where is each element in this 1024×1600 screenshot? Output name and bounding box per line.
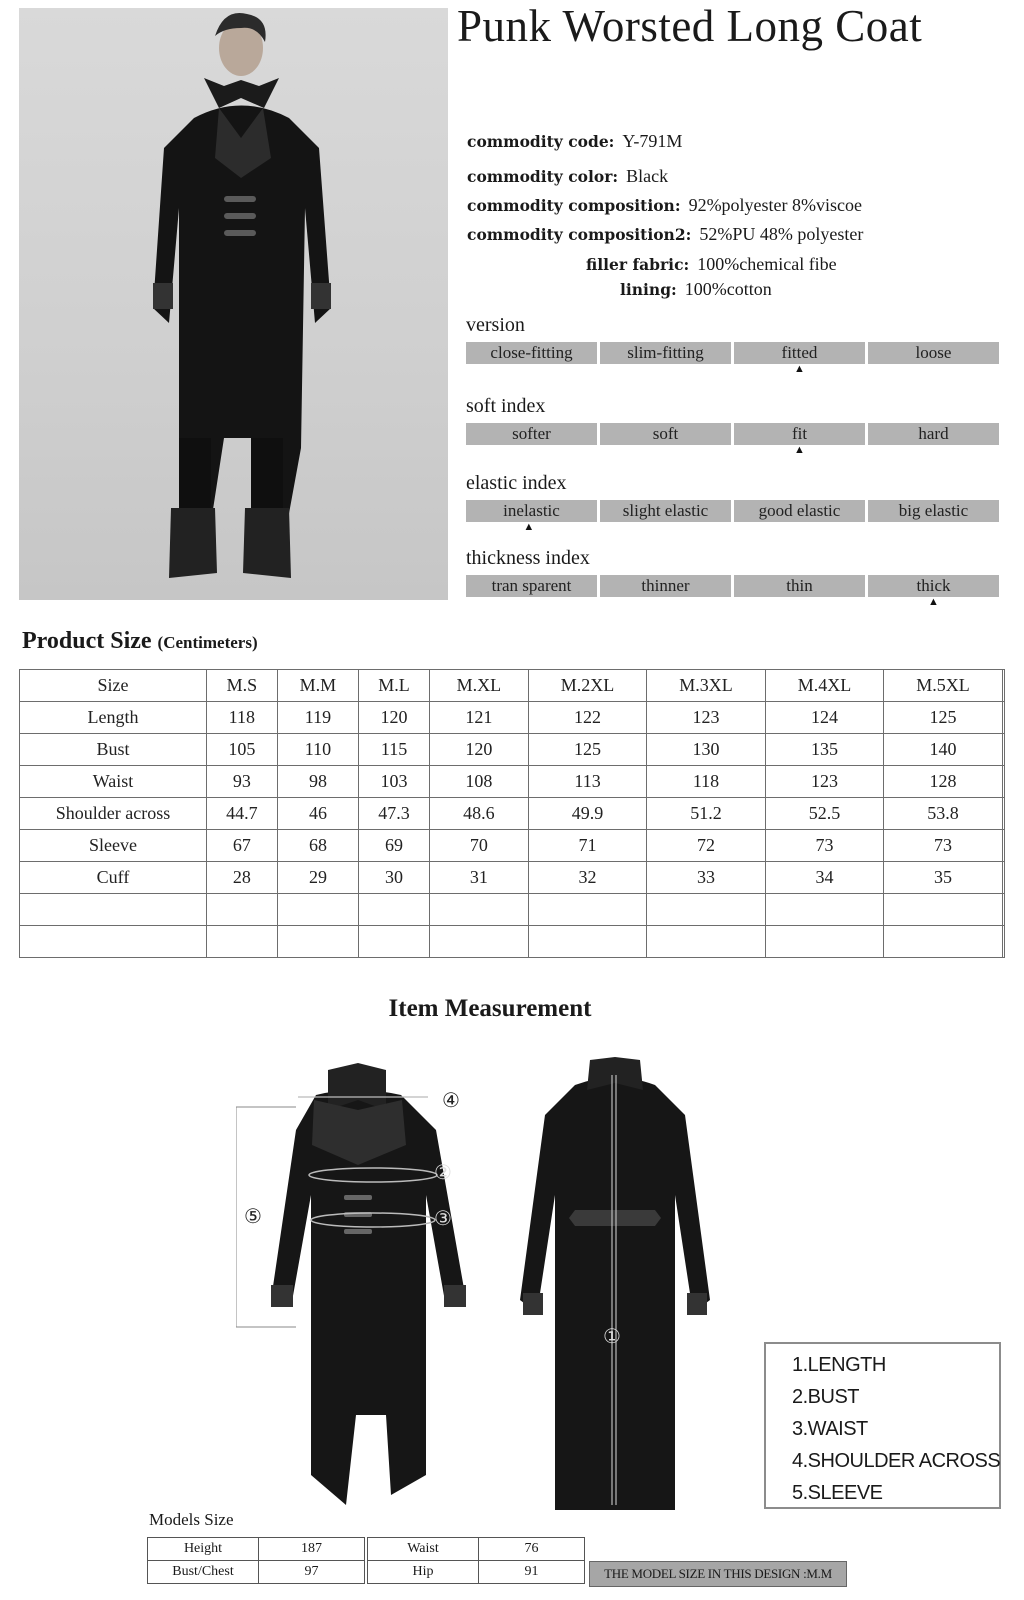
marker-3: ③	[434, 1206, 452, 1230]
size-row-label: Waist	[20, 766, 207, 798]
spec-label: commodity composition2:	[467, 225, 692, 244]
size-cell: 47.3	[359, 798, 430, 830]
size-cell	[429, 894, 528, 926]
measurement-legend	[764, 1342, 1001, 1509]
coat-back-diagram	[495, 1055, 735, 1515]
size-cell: 32	[528, 862, 646, 894]
scale-option: tran sparent	[466, 575, 597, 597]
scale-option: loose	[868, 342, 999, 364]
size-cell	[277, 894, 359, 926]
size-cell: 128	[884, 766, 1002, 798]
size-cell: 70	[429, 830, 528, 862]
marker-1: ①	[603, 1324, 621, 1348]
size-cell	[1002, 862, 1004, 894]
size-row	[20, 894, 1005, 926]
scale-option: thinner	[600, 575, 731, 597]
size-header-cell: M.2XL	[528, 670, 646, 702]
scale-option: soft	[600, 423, 731, 445]
size-row	[20, 766, 1005, 798]
size-cell: 49.9	[528, 798, 646, 830]
scale-option: softer	[466, 423, 597, 445]
spec-label: lining:	[620, 280, 677, 299]
size-table	[19, 669, 1005, 958]
size-header-cell: M.5XL	[884, 670, 1002, 702]
scale-option: fit ▲	[734, 423, 865, 445]
size-header-cell: M.M	[277, 670, 359, 702]
size-header-cell: M.L	[359, 670, 430, 702]
version-title: version	[466, 314, 525, 336]
scale-option: inelastic ▲	[466, 500, 597, 522]
size-row	[20, 798, 1005, 830]
spec-code	[467, 131, 682, 152]
scale-option: thick ▲	[868, 575, 999, 597]
scale-option: big elastic	[868, 500, 999, 522]
size-row	[20, 926, 1005, 958]
size-cell: 51.2	[647, 798, 765, 830]
size-row-label: Cuff	[20, 862, 207, 894]
size-cell: 53.8	[884, 798, 1002, 830]
size-cell: 123	[647, 702, 765, 734]
size-cell: 130	[647, 734, 765, 766]
size-row-label: Sleeve	[20, 830, 207, 862]
size-cell	[1002, 830, 1004, 862]
size-row-label	[20, 926, 207, 958]
size-cell: 68	[277, 830, 359, 862]
model-size-note: THE MODEL SIZE IN THIS DESIGN :M.M	[589, 1561, 847, 1587]
size-header-cell: M.4XL	[765, 670, 883, 702]
size-row	[20, 830, 1005, 862]
scale-option: good elastic	[734, 500, 865, 522]
legend-item: 4.SHOULDER ACROSS	[792, 1450, 1001, 1472]
size-header-cell: M.XL	[429, 670, 528, 702]
size-cell	[528, 894, 646, 926]
size-cell: 72	[647, 830, 765, 862]
size-cell	[207, 894, 278, 926]
scale-option: thin	[734, 575, 865, 597]
spec-value: 92%polyester 8%viscoe	[688, 195, 863, 215]
size-cell: 34	[765, 862, 883, 894]
size-cell: 67	[207, 830, 278, 862]
size-cell: 30	[359, 862, 430, 894]
size-cell: 121	[429, 702, 528, 734]
size-cell: 93	[207, 766, 278, 798]
model-label: Height	[148, 1538, 259, 1561]
size-cell: 52.5	[765, 798, 883, 830]
spec-color	[467, 166, 668, 187]
size-cell: 113	[528, 766, 646, 798]
size-cell: 103	[359, 766, 430, 798]
size-row-label	[20, 894, 207, 926]
size-cell: 125	[884, 702, 1002, 734]
spec-label: filler fabric:	[586, 255, 690, 274]
size-cell: 118	[647, 766, 765, 798]
size-header-cell	[1002, 670, 1004, 702]
models-size-title: Models Size	[149, 1510, 234, 1529]
model-value: 97	[259, 1561, 365, 1584]
size-cell: 98	[277, 766, 359, 798]
thickness-index-scale	[466, 575, 999, 597]
scale-option: close-fitting	[466, 342, 597, 364]
size-cell	[884, 926, 1002, 958]
size-cell: 115	[359, 734, 430, 766]
marker-2: ②	[434, 1160, 452, 1184]
size-cell	[528, 926, 646, 958]
model-photo	[19, 8, 448, 600]
scale-option: slim-fitting	[600, 342, 731, 364]
model-value: 76	[479, 1538, 585, 1561]
model-label: Waist	[368, 1538, 479, 1561]
model-value: 187	[259, 1538, 365, 1561]
scale-option: slight elastic	[600, 500, 731, 522]
size-cell: 44.7	[207, 798, 278, 830]
size-header-row	[20, 670, 1005, 702]
product-size-title	[22, 628, 258, 655]
model-illustration	[19, 8, 448, 600]
size-cell: 120	[429, 734, 528, 766]
legend-item: 3.WAIST	[792, 1418, 868, 1440]
legend-item: 2.BUST	[792, 1386, 860, 1408]
product-size-heading: Product Size	[22, 628, 152, 654]
spec-filler	[586, 254, 837, 275]
size-cell: 119	[277, 702, 359, 734]
spec-lining	[620, 279, 772, 300]
size-cell: 35	[884, 862, 1002, 894]
size-cell: 46	[277, 798, 359, 830]
size-cell: 140	[884, 734, 1002, 766]
size-cell	[359, 894, 430, 926]
spec-composition2	[467, 224, 863, 245]
size-cell: 71	[528, 830, 646, 862]
size-row	[20, 734, 1005, 766]
size-cell: 33	[647, 862, 765, 894]
size-cell	[765, 894, 883, 926]
marker-4: ④	[442, 1088, 460, 1112]
size-cell: 105	[207, 734, 278, 766]
model-label: Hip	[368, 1561, 479, 1584]
size-cell: 122	[528, 702, 646, 734]
size-row	[20, 702, 1005, 734]
size-row	[20, 862, 1005, 894]
size-cell: 110	[277, 734, 359, 766]
size-cell: 123	[765, 766, 883, 798]
models-table-left	[147, 1537, 365, 1584]
soft-index-scale	[466, 423, 999, 445]
product-size-unit: (Centimeters)	[157, 633, 258, 652]
size-cell: 135	[765, 734, 883, 766]
size-cell: 29	[277, 862, 359, 894]
size-cell: 48.6	[429, 798, 528, 830]
coat-front-diagram	[236, 1055, 516, 1515]
size-cell: 73	[765, 830, 883, 862]
size-cell	[1002, 926, 1004, 958]
size-header-cell: M.S	[207, 670, 278, 702]
version-scale	[466, 342, 999, 364]
spec-value: 52%PU 48% polyester	[699, 224, 864, 244]
size-cell: 125	[528, 734, 646, 766]
size-cell	[277, 926, 359, 958]
size-header-cell: M.3XL	[647, 670, 765, 702]
size-cell	[647, 926, 765, 958]
product-title: Punk Worsted Long Coat	[457, 1, 923, 51]
size-cell	[1002, 702, 1004, 734]
scale-option: fitted ▲	[734, 342, 865, 364]
size-row-label: Bust	[20, 734, 207, 766]
size-cell: 31	[429, 862, 528, 894]
size-cell: 108	[429, 766, 528, 798]
size-cell	[359, 926, 430, 958]
size-cell: 118	[207, 702, 278, 734]
spec-label: commodity code:	[467, 132, 615, 151]
size-header-cell: Size	[20, 670, 207, 702]
size-cell	[429, 926, 528, 958]
item-measurement-title: Item Measurement	[388, 995, 592, 1022]
spec-value: Y-791M	[622, 131, 683, 151]
elastic-index-title: elastic index	[466, 472, 567, 494]
scale-option: hard	[868, 423, 999, 445]
size-row-label: Shoulder across	[20, 798, 207, 830]
size-cell	[765, 926, 883, 958]
size-cell: 120	[359, 702, 430, 734]
size-cell	[1002, 894, 1004, 926]
thickness-index-title: thickness index	[466, 547, 590, 569]
size-row-label: Length	[20, 702, 207, 734]
model-value: 91	[479, 1561, 585, 1584]
size-cell	[1002, 766, 1004, 798]
model-label: Bust/Chest	[148, 1561, 259, 1584]
size-cell: 124	[765, 702, 883, 734]
spec-value: Black	[626, 166, 669, 186]
spec-label: commodity color:	[467, 167, 619, 186]
size-cell: 69	[359, 830, 430, 862]
spec-composition	[467, 195, 862, 216]
size-cell	[884, 894, 1002, 926]
soft-index-title: soft index	[466, 395, 546, 417]
size-cell	[1002, 798, 1004, 830]
size-cell	[647, 894, 765, 926]
size-cell: 28	[207, 862, 278, 894]
legend-item: 1.LENGTH	[792, 1354, 886, 1376]
size-cell: 73	[884, 830, 1002, 862]
marker-5: ⑤	[244, 1204, 262, 1228]
size-cell	[1002, 734, 1004, 766]
models-table-right	[367, 1537, 585, 1584]
legend-item: 5.SLEEVE	[792, 1482, 883, 1504]
spec-value: 100%cotton	[684, 279, 772, 299]
elastic-index-scale	[466, 500, 999, 522]
spec-label: commodity composition:	[467, 196, 681, 215]
size-cell	[207, 926, 278, 958]
spec-value: 100%chemical fibe	[697, 254, 837, 274]
